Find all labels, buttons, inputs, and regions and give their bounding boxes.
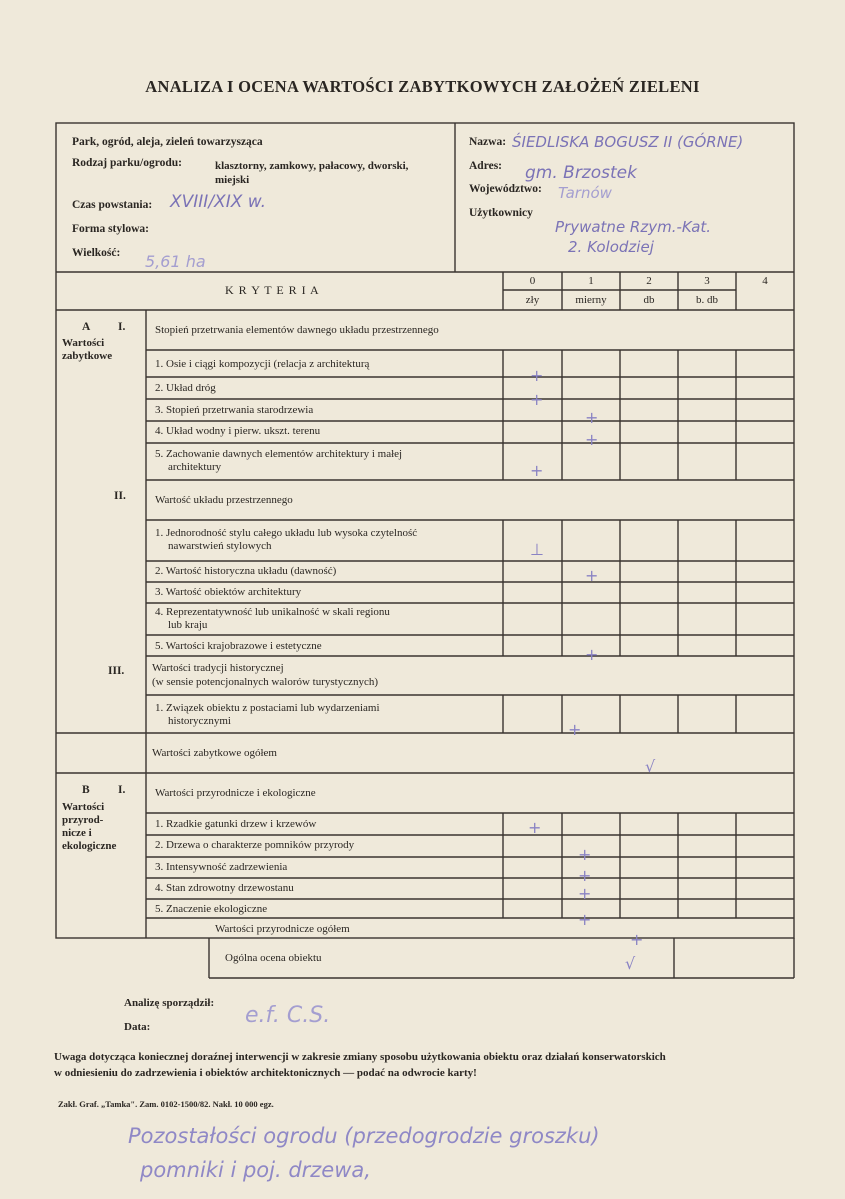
mark-a-g2-2: +: [585, 566, 599, 585]
b-g1-item-5: 5. Znaczenie ekologiczne: [155, 903, 268, 915]
wojewodztwo-label: Województwo:: [469, 183, 542, 195]
wielkosc-value: 5,61 ha: [145, 252, 206, 271]
section-a-roman: I.: [118, 321, 126, 333]
a-g3-title-1: Wartości tradycji historycznej: [152, 662, 284, 674]
forma-label: Forma stylowa:: [72, 223, 149, 235]
adres-label: Adres:: [469, 160, 503, 172]
col-3-name: b. db: [696, 294, 718, 306]
handwritten-note-2: pomniki i poj. drzewa,: [140, 1158, 371, 1182]
kryteria-label: K R Y T E R I A: [225, 283, 320, 297]
section-b-name-4: ekologiczne: [62, 840, 117, 852]
rodzaj-options-2: miejski: [215, 174, 250, 186]
section-b-roman: I.: [118, 784, 126, 796]
section-a-name-2: zabytkowe: [62, 350, 113, 362]
a-g1-item-2: 2. Układ dróg: [155, 382, 216, 394]
mark-b-3: +: [578, 866, 592, 885]
col-1-num: 1: [588, 275, 594, 287]
adres-value: gm. Brzostek: [525, 163, 637, 183]
ogolna-ocena: Ogólna ocena obiektu: [225, 952, 322, 964]
col-4-num: 4: [762, 275, 768, 287]
section-a-name-1: Wartości: [62, 337, 105, 349]
col-2-name: db: [643, 294, 655, 306]
a-g3-item-1: 1. Związek obiektu z postaciami lub wydarzeniami: [155, 702, 380, 714]
b-total: Wartości przyrodnicze ogółem: [215, 923, 350, 935]
mark-a-g1-2: +: [530, 390, 544, 409]
a-g1-title: Stopień przetrwania elementów dawnego układu przestrzennego: [155, 324, 439, 336]
col-1-name: mierny: [575, 294, 607, 306]
nazwa-label: Nazwa:: [469, 136, 507, 148]
section-a-g2-roman: II.: [114, 490, 126, 502]
mark-b-2: +: [578, 845, 592, 864]
a-g2-item-1: 1. Jednorodność stylu całego układu lub wysoka czytelność: [155, 527, 418, 539]
a-g2-item-5: 5. Wartości krajobrazowe i estetyczne: [155, 640, 322, 652]
uzytkownicy-value-1: Prywatne Rzym.-Kat.: [555, 218, 712, 236]
wielkosc-label: Wielkość:: [72, 247, 121, 259]
uwaga-line-1: Uwaga dotycząca koniecznej doraźnej interwencji w zakresie zmiany sposobu użytkowania obiektu oraz działań konserwatorskich: [54, 1051, 666, 1063]
col-2-num: 2: [646, 275, 652, 287]
a-g2-item-3: 3. Wartość obiektów architektury: [155, 586, 302, 598]
b-g1-item-4: 4. Stan zdrowotny drzewostanu: [155, 882, 294, 894]
section-b-code: B: [82, 784, 90, 796]
b-g1-item-1: 1. Rzadkie gatunki drzew i krzewów: [155, 818, 317, 830]
section-b-name-1: Wartości: [62, 801, 105, 813]
uwaga-line-2: w odniesieniu do zadrzewienia i obiektów architektonicznych — podać na odwrocie karty!: [54, 1067, 477, 1079]
a-g2-item-4b: lub kraju: [168, 619, 208, 631]
section-b-name-3: nicze i: [62, 827, 92, 839]
mark-a-g1-3: +: [585, 408, 599, 427]
a-g2-item-4: 4. Reprezentatywność lub unikalność w skali regionu: [155, 606, 390, 618]
page-title: ANALIZA I OCENA WARTOŚCI ZABYTKOWYCH ZAŁOŻEŃ ZIELENI: [145, 77, 700, 96]
a-g1-item-3: 3. Stopień przetrwania starodrzewia: [155, 404, 314, 416]
park-label: Park, ogród, aleja, zieleń towarzysząca: [72, 136, 263, 148]
mark-a-g2-1: ⊥: [530, 540, 544, 559]
b-g1-item-2: 2. Drzewa o charakterze pomników przyrody: [155, 839, 355, 851]
mark-a-g3-1: +: [568, 720, 582, 739]
a-total: Wartości zabytkowe ogółem: [152, 747, 277, 759]
section-a-code: A: [82, 321, 91, 333]
mark-b-4: +: [578, 884, 592, 903]
data-label: Data:: [124, 1021, 151, 1033]
nazwa-value: ŚIEDLISKA BOGUSZ II (GÓRNE): [512, 133, 744, 151]
mark-a-g1-4: +: [585, 430, 599, 449]
analize-label: Analizę sporządził:: [124, 997, 215, 1009]
mark-b-total: +: [630, 930, 644, 949]
b-g1-title: Wartości przyrodnicze i ekologiczne: [155, 787, 316, 799]
mark-b-5: +: [578, 910, 592, 929]
czas-value: XVIII/XIX w.: [170, 192, 266, 212]
czas-label: Czas powstania:: [72, 199, 153, 211]
handwritten-note-1: Pozostałości ogrodu (przedogrodzie groszku): [128, 1124, 600, 1148]
analize-signature: e.f. C.S.: [245, 1003, 331, 1028]
a-g1-item-1: 1. Osie i ciągi kompozycji (relacja z architekturą: [155, 358, 370, 370]
col-0-name: zły: [525, 294, 540, 306]
col-3-num: 3: [704, 275, 710, 287]
col-0-num: 0: [529, 275, 536, 287]
mark-a-g2-5: +: [585, 645, 599, 664]
printer-imprint: Zakł. Graf. „Tamka". Zam. 0102-1500/82. Nakł. 10 000 egz.: [58, 1099, 274, 1109]
rodzaj-label: Rodzaj parku/ogrodu:: [72, 157, 183, 169]
uzytkownicy-value-2: 2. Kolodziej: [568, 238, 654, 256]
a-g1-item-4: 4. Układ wodny i pierw. ukszt. terenu: [155, 425, 321, 437]
a-g2-title: Wartość układu przestrzennego: [155, 494, 293, 506]
section-b-name-2: przyrod-: [62, 814, 104, 826]
mark-ogolna: √: [625, 954, 636, 973]
mark-b-1: +: [528, 818, 542, 837]
a-g1-item-5: 5. Zachowanie dawnych elementów architektury i małej: [155, 448, 403, 460]
a-g1-item-5b: architektury: [168, 461, 222, 473]
b-g1-item-3: 3. Intensywność zadrzewienia: [155, 861, 288, 873]
a-g3-title-2: (w sensie potencjonalnych walorów turystycznych): [152, 676, 379, 688]
section-a-g3-roman: III.: [108, 665, 125, 677]
mark-a-total: √: [645, 757, 656, 776]
rodzaj-options-1: klasztorny, zamkowy, pałacowy, dworski,: [215, 160, 409, 172]
a-g2-item-2: 2. Wartość historyczna układu (dawność): [155, 565, 337, 577]
a-g3-item-1b: historycznymi: [168, 715, 231, 727]
uzytkownicy-label: Użytkownicy: [469, 207, 533, 219]
a-g2-item-1b: nawarstwień stylowych: [168, 540, 272, 552]
wojewodztwo-value: Tarnów: [558, 184, 612, 202]
mark-a-g1-1: +: [530, 366, 544, 385]
mark-a-g1-5: +: [530, 461, 544, 480]
